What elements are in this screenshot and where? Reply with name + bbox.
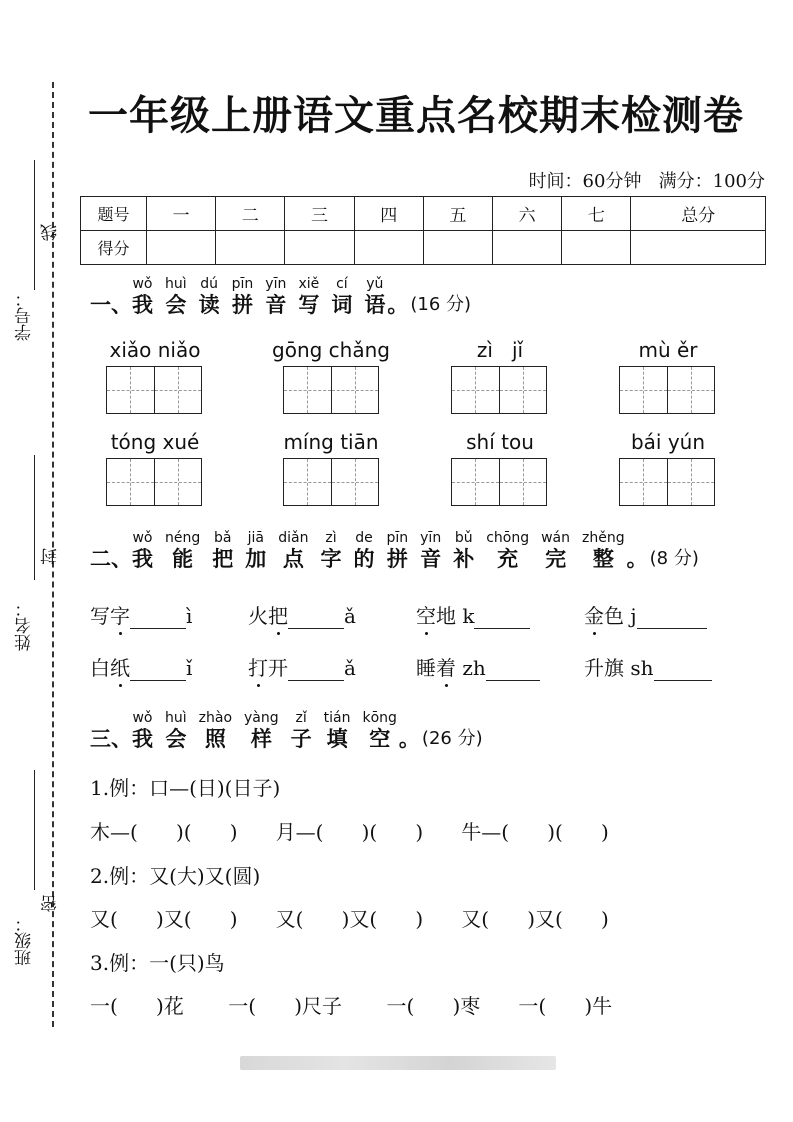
ruby-char (245, 530, 266, 572)
ruby-char (320, 530, 341, 572)
ruby-char (132, 530, 153, 572)
ruby-hanzi: 我 (132, 727, 153, 751)
ruby-hanzi: 音 (265, 293, 287, 317)
section-score: (16 分) (410, 294, 472, 315)
ruby-char (165, 710, 187, 752)
fill-item: 睡着 zh (416, 652, 540, 681)
section-number: 二、 (90, 547, 132, 571)
ruby-char (265, 276, 286, 318)
score-table (80, 196, 766, 265)
answer-blank[interactable] (637, 604, 707, 629)
xuehao-rule (34, 160, 35, 290)
pinyin-word: zì jǐ (476, 338, 524, 362)
tian-grid[interactable] (283, 366, 379, 414)
section-3-row (90, 710, 483, 752)
ruby-pinyin: tián (323, 710, 351, 726)
tian-grid[interactable] (283, 458, 379, 506)
ruby-pinyin: wǒ (132, 276, 153, 292)
ruby-pinyin: xiě (298, 276, 320, 292)
ruby-pinyin: yàng (244, 710, 279, 726)
exam-meta (529, 167, 765, 193)
ruby-hanzi: 会 (165, 727, 187, 751)
ruby-hanzi: 拼 (386, 547, 408, 571)
score-row-label: 得分 (81, 231, 147, 265)
ruby-char (324, 710, 351, 752)
tian-grid[interactable] (106, 366, 202, 414)
section-1-row (90, 276, 471, 318)
fill-item: 金色 j (584, 600, 707, 629)
ruby-char (486, 530, 529, 572)
score-input[interactable] (423, 231, 492, 265)
ruby-pinyin: dú (200, 276, 219, 292)
ruby-pinyin: chōng (486, 530, 530, 546)
ruby-pinyin: zhěng (582, 530, 625, 546)
example-line: 1.例：口—(日)(日子) (90, 776, 281, 800)
score-cell-label: 题号 (81, 197, 147, 231)
score-input-total[interactable] (631, 231, 766, 265)
ruby-char (199, 276, 220, 318)
section-3-heading (90, 710, 483, 752)
ruby-char (132, 710, 153, 752)
ruby-char (132, 276, 153, 318)
ruby-pinyin: huì (165, 710, 187, 726)
ruby-char (386, 530, 408, 572)
ruby-char (298, 276, 319, 318)
score-cell-q6: 六 (493, 197, 562, 231)
ruby-char (541, 530, 570, 572)
score-cell-q7: 七 (562, 197, 631, 231)
pinyin-word: mù ěr (638, 338, 698, 362)
ruby-pinyin: huì (165, 276, 187, 292)
ruby-pinyin: diǎn (278, 530, 309, 546)
ruby-char (291, 710, 312, 752)
score-input[interactable] (493, 231, 562, 265)
score-cell-q4: 四 (354, 197, 423, 231)
section-period: 。 (398, 727, 420, 751)
ruby-hanzi: 充 (497, 547, 519, 571)
pinyin-word: míng tiān (283, 430, 379, 454)
answer-blank[interactable] (288, 604, 344, 629)
exam-full-score: 满分：100分 (658, 171, 765, 192)
ruby-hanzi: 把 (212, 547, 234, 571)
score-cell-q1: 一 (147, 197, 216, 231)
ruby-hanzi: 空 (369, 727, 391, 751)
ruby-pinyin: yīn (265, 276, 287, 292)
ruby-hanzi: 子 (290, 727, 312, 751)
side-label-xuehao: 学号： (15, 290, 35, 341)
ruby-pinyin: néng (165, 530, 201, 546)
ruby-pinyin: wǒ (132, 710, 153, 726)
ruby-pinyin: zì (325, 530, 337, 546)
ruby-hanzi: 完 (545, 547, 567, 571)
section-score: (26 分) (421, 728, 483, 749)
tian-grid[interactable] (106, 458, 202, 506)
fill-item: 空地 k (416, 600, 530, 629)
fill-item: 升旗 sh (584, 652, 712, 681)
ruby-pinyin: jiā (247, 530, 264, 546)
ruby-hanzi: 能 (172, 547, 194, 571)
ruby-pinyin: pīn (386, 530, 409, 546)
ruby-hanzi: 加 (245, 547, 267, 571)
pinyin-word: bái yún (630, 430, 706, 454)
ruby-hanzi: 我 (132, 293, 153, 317)
score-cell-total: 总分 (631, 197, 766, 231)
tian-grid[interactable] (451, 366, 547, 414)
score-input[interactable] (354, 231, 423, 265)
xingming-rule (34, 455, 35, 580)
score-cell-q5: 五 (423, 197, 492, 231)
ruby-pinyin: bǎ (214, 530, 232, 546)
answer-blank[interactable] (654, 656, 712, 681)
ruby-char (165, 276, 187, 318)
score-input[interactable] (562, 231, 631, 265)
exercise-line[interactable]: 木—( )( ) 月—( )( ) 牛—( )( ) (90, 820, 609, 844)
pinyin-word: gōng chǎng (272, 338, 390, 362)
ruby-pinyin: pīn (231, 276, 254, 292)
tian-grid[interactable] (451, 458, 547, 506)
ruby-hanzi: 语 (364, 293, 386, 317)
ruby-pinyin: bǔ (454, 530, 473, 546)
banji-rule (34, 770, 35, 890)
answer-blank[interactable] (288, 656, 344, 681)
section-2-heading (90, 530, 699, 572)
ruby-char (212, 530, 233, 572)
side-label-xingming: 姓名： (15, 600, 35, 651)
fill-item: 写字 ì (90, 600, 192, 629)
section-number: 一、 (90, 293, 132, 317)
exercise-line[interactable]: 又( )又( ) 又( )又( ) 又( )又( ) (90, 907, 609, 931)
score-input[interactable] (285, 231, 354, 265)
exam-time: 时间：60分钟 (528, 171, 642, 192)
score-table-score-row (81, 231, 766, 265)
side-mark-feng: 封 (41, 548, 61, 565)
pinyin-word: shí tou (466, 430, 534, 454)
section-2-row (90, 530, 699, 572)
ruby-char (232, 276, 254, 318)
ruby-hanzi: 音 (420, 547, 442, 571)
fill-item: 白纸 ǐ (90, 652, 192, 681)
answer-blank[interactable] (474, 604, 530, 629)
ruby-hanzi: 写 (298, 293, 320, 317)
side-mark-xian: 线 (41, 224, 61, 241)
ruby-hanzi: 样 (250, 727, 272, 751)
ruby-char (353, 530, 374, 572)
fill-item: 打开 ǎ (248, 652, 356, 681)
ruby-hanzi: 词 (331, 293, 353, 317)
ruby-hanzi: 我 (132, 547, 153, 571)
side-mark-mi: 密 (41, 895, 61, 912)
section-score: (8 分) (649, 548, 699, 569)
ruby-char (364, 276, 385, 318)
ruby-hanzi: 整 (592, 547, 614, 571)
ruby-hanzi: 照 (204, 727, 226, 751)
ruby-char (362, 710, 396, 752)
score-input[interactable] (147, 231, 216, 265)
ruby-hanzi: 点 (282, 547, 304, 571)
ruby-char (420, 530, 441, 572)
ruby-pinyin: kōng (362, 710, 397, 726)
section-number: 三、 (90, 727, 132, 751)
score-cell-q3: 三 (285, 197, 354, 231)
ruby-hanzi: 的 (353, 547, 375, 571)
fill-item: 火把 ǎ (248, 600, 356, 629)
pinyin-word: tóng xué (110, 430, 200, 454)
ruby-hanzi: 读 (198, 293, 220, 317)
ruby-hanzi: 填 (326, 727, 348, 751)
score-table-header-row (81, 197, 766, 231)
ruby-pinyin: yīn (420, 530, 442, 546)
score-input[interactable] (216, 231, 285, 265)
page-title: 一年级上册语文重点名校期末检测卷 (88, 93, 744, 139)
answer-blank[interactable] (130, 604, 186, 629)
ruby-char (244, 710, 279, 752)
ruby-char (199, 710, 232, 752)
ruby-pinyin: wán (541, 530, 571, 546)
ruby-hanzi: 字 (320, 547, 342, 571)
tian-grid[interactable] (619, 366, 715, 414)
answer-blank[interactable] (486, 656, 540, 681)
example-line: 2.例：又(大)又(圆) (90, 864, 261, 888)
score-cell-q2: 二 (216, 197, 285, 231)
ruby-char (453, 530, 474, 572)
ruby-pinyin: cí (336, 276, 348, 292)
footer-watermark (240, 1056, 556, 1070)
ruby-pinyin: zhào (198, 710, 233, 726)
answer-blank[interactable] (130, 656, 186, 681)
ruby-hanzi: 会 (165, 293, 187, 317)
side-label-banji: 班级： (15, 915, 35, 966)
section-period: 。 (387, 293, 409, 317)
ruby-pinyin: de (355, 530, 373, 546)
ruby-hanzi: 补 (453, 547, 475, 571)
ruby-pinyin: wǒ (132, 530, 153, 546)
tian-grid[interactable] (619, 458, 715, 506)
pinyin-word: xiǎo niǎo (109, 338, 201, 362)
ruby-char (165, 530, 200, 572)
ruby-char (331, 276, 352, 318)
ruby-pinyin: zǐ (295, 710, 307, 726)
section-period: 。 (626, 547, 648, 571)
section-1-heading (90, 276, 471, 318)
ruby-char (278, 530, 308, 572)
exercise-line[interactable]: 一( )花 一( )尺子 一( )枣 一( )牛 (90, 994, 613, 1018)
ruby-char (582, 530, 625, 572)
ruby-pinyin: yǔ (366, 276, 384, 292)
ruby-hanzi: 拼 (231, 293, 253, 317)
example-line: 3.例：一(只)鸟 (90, 951, 225, 975)
